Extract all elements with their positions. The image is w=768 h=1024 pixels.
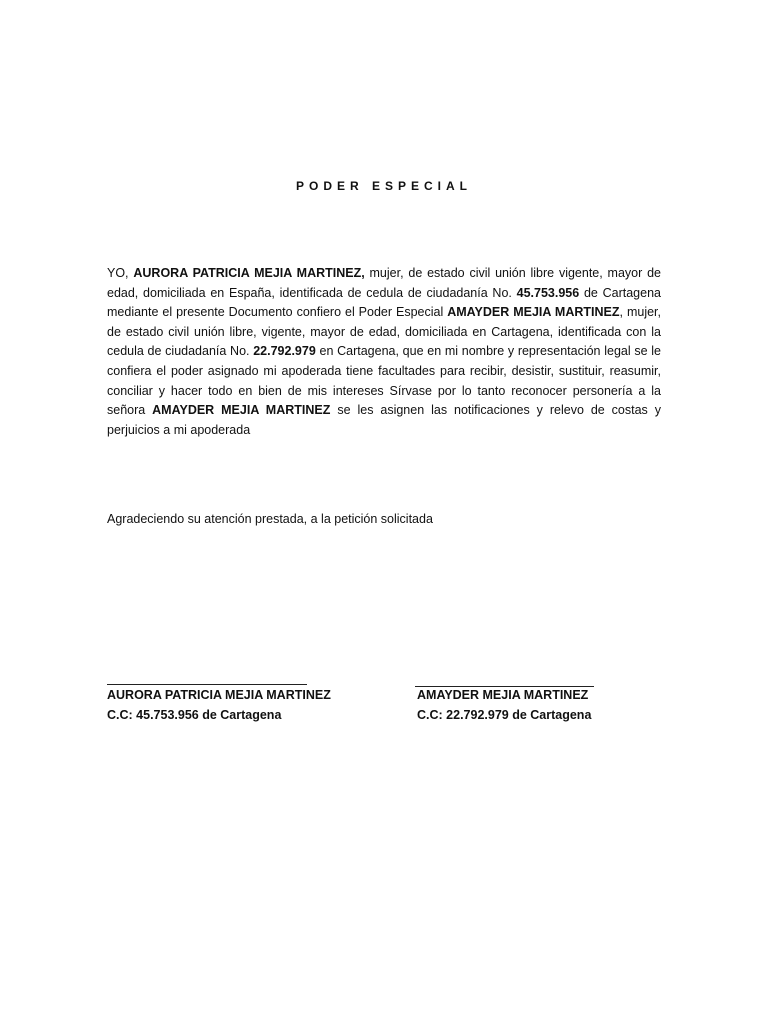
grantor-id-number: 45.753.956 [516,285,580,300]
signature-id-left: C.C: 45.753.956 de Cartagena [107,708,282,722]
body-text-segment: en Cartagena, que en mi nombre y representación legal se le confiera el poder asignado mi apoderada tiene facultades para recibir, desistir, sustituir, reasumir, conciliar y hacer todo en bien de mis intereses Sírvase por lo tanto reconocer personería a la señora [107,344,661,418]
signature-name-right: AMAYDER MEJIA MARTINEZ [417,688,589,702]
signature-id-right: C.C: 22.792.979 de Cartagena [417,708,592,722]
document-title: PODER ESPECIAL [295,179,473,193]
attorney-id-number: 22.792.979 [253,344,316,359]
body-text-segment: YO, [107,266,134,280]
closing-line: Agradeciendo su atención prestada, a la petición solicitada [107,512,433,526]
attorney-name: AMAYDER MEJIA MARTINEZ [447,305,620,320]
body-text-segment: mujer, de estado civil unión libre vigente, mayor de edad, domiciliada en España, identificada de cedula de ciudadanía No. [107,266,661,300]
grantor-name: AURORA PATRICIA MEJIA MARTINEZ, [133,266,365,280]
body-text-segment: , mujer, de estado civil unión libre, vigente, mayor de edad, domiciliada en Cartagena, identificada con la cedula de ciudadanía No. [107,305,661,359]
attorney-name-repeat: AMAYDER MEJIA MARTINEZ [152,403,331,418]
signature-name-left: AURORA PATRICIA MEJIA MARTINEZ [107,688,331,702]
body-text-segment: se les asignen las notificaciones y relevo de costas y perjuicios a mi apoderada [107,403,661,437]
body-text-segment: de Cartagena mediante el presente Documento confiero el Poder Especial [107,285,661,320]
signature-line-left [107,684,307,685]
signature-line-right [415,686,594,687]
body-paragraph [107,264,661,440]
